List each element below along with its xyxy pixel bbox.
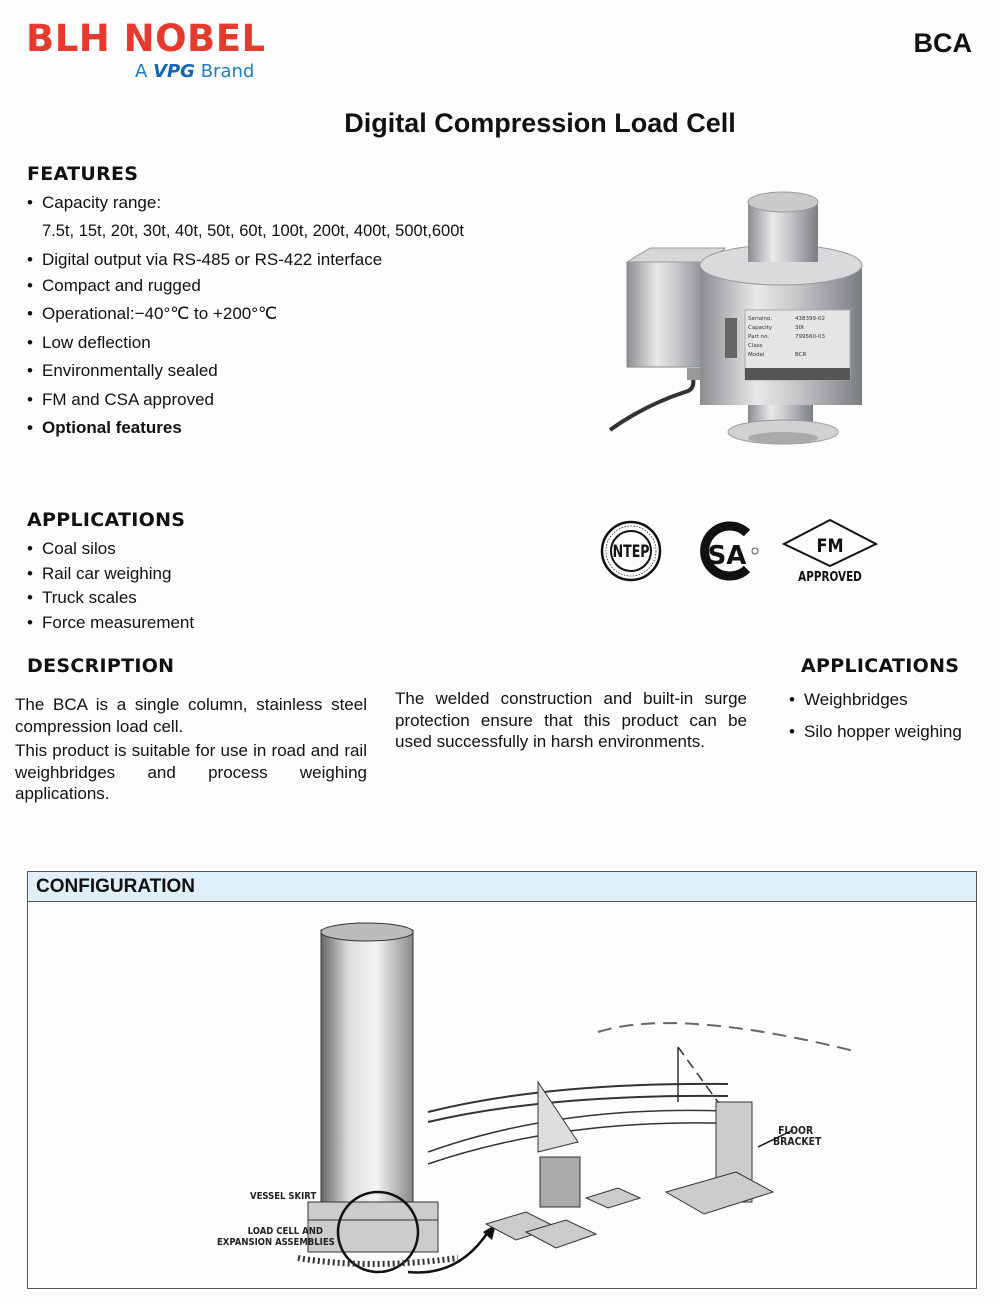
svg-text:438399-02: 438399-02 xyxy=(795,316,825,322)
description-col-2 xyxy=(395,688,747,753)
tagline-prefix: A xyxy=(135,61,148,82)
svg-text:SA: SA xyxy=(707,541,747,571)
ntep-logo-icon xyxy=(600,520,662,582)
svg-text:FM: FM xyxy=(816,535,844,558)
svg-text:Serialno.: Serialno. xyxy=(748,316,773,322)
svg-text:Capacity: Capacity xyxy=(748,325,773,331)
label-load-cell xyxy=(217,1226,335,1248)
application-item: • Coal silos xyxy=(27,539,194,564)
tagline-suffix: Brand xyxy=(200,61,255,82)
svg-text:30t: 30t xyxy=(795,325,805,331)
description-para-2: This product is suitable for use in road and rail weighbridges and process weighing applications. xyxy=(15,741,367,803)
configuration-panel xyxy=(27,871,977,1289)
fm-approved-logo-icon xyxy=(782,518,878,584)
applications-right-heading: APPLICATIONS xyxy=(801,655,960,677)
model-code: BCA xyxy=(913,28,972,58)
applications-right-list xyxy=(789,690,962,742)
feature-item: • Operational:−40°℃ to +200°℃ xyxy=(27,304,464,333)
svg-text:BCR: BCR xyxy=(795,352,807,358)
load-cell-photo xyxy=(605,180,875,455)
application-item: • Force measurement xyxy=(27,613,194,638)
feature-item-capacities: 7.5t, 15t, 20t, 30t, 40t, 50t, 60t, 100t, 200t, 400t, 500t,600t xyxy=(42,221,464,240)
applications-heading: APPLICATIONS xyxy=(27,509,186,531)
configuration-heading: CONFIGURATION xyxy=(28,872,976,902)
page-title: Digital Compression Load Cell xyxy=(344,108,736,138)
label-load-cell-line1: LOAD CELL AND xyxy=(247,1226,323,1237)
vpg-logo: VPG xyxy=(153,61,195,82)
application-item: • Truck scales xyxy=(27,588,194,613)
description-heading: DESCRIPTION xyxy=(27,655,175,677)
svg-text:Part no.: Part no. xyxy=(748,334,770,340)
svg-text:799560-03: 799560-03 xyxy=(795,334,825,340)
description-para-3: The welded construction and built-in surge protection ensure that this product can be used successfully in harsh environments. xyxy=(395,689,747,751)
feature-item: • Capacity range: xyxy=(27,193,464,222)
application-item: • Silo hopper weighing xyxy=(789,722,962,742)
label-floor-line2: BRACKET xyxy=(773,1135,822,1148)
label-load-cell-line2: EXPANSION ASSEMBLIES xyxy=(217,1237,335,1248)
label-floor-line1: FLOOR xyxy=(778,1124,814,1137)
svg-text:NTEP: NTEP xyxy=(612,542,650,562)
feature-item: • Digital output via RS-485 or RS-422 interface xyxy=(27,250,464,276)
description-col-1 xyxy=(15,694,367,805)
configuration-diagram xyxy=(28,902,976,1288)
feature-item: • Compact and rugged xyxy=(27,276,464,305)
application-item: • Weighbridges xyxy=(789,690,962,722)
label-vessel-skirt: VESSEL SKIRT xyxy=(250,1191,317,1202)
feature-item: • Environmentally sealed xyxy=(27,361,464,390)
brand-logo: BLH NOBEL xyxy=(26,17,266,60)
svg-text:APPROVED: APPROVED xyxy=(798,568,862,584)
csa-logo-icon xyxy=(697,519,762,583)
applications-list xyxy=(27,539,194,637)
application-item: • Rail car weighing xyxy=(27,564,194,589)
description-para-1: The BCA is a single column, stainless steel compression load cell. xyxy=(15,695,367,736)
svg-text:Model: Model xyxy=(748,352,765,358)
features-heading: FEATURES xyxy=(27,163,139,185)
features-list xyxy=(27,193,464,447)
feature-item: • Low deflection xyxy=(27,333,464,362)
svg-text:Class: Class xyxy=(748,343,763,349)
label-floor-bracket xyxy=(773,1125,821,1147)
feature-item: • FM and CSA approved xyxy=(27,390,464,419)
brand-tagline xyxy=(135,63,254,81)
feature-item-optional: • Optional features xyxy=(27,418,464,447)
